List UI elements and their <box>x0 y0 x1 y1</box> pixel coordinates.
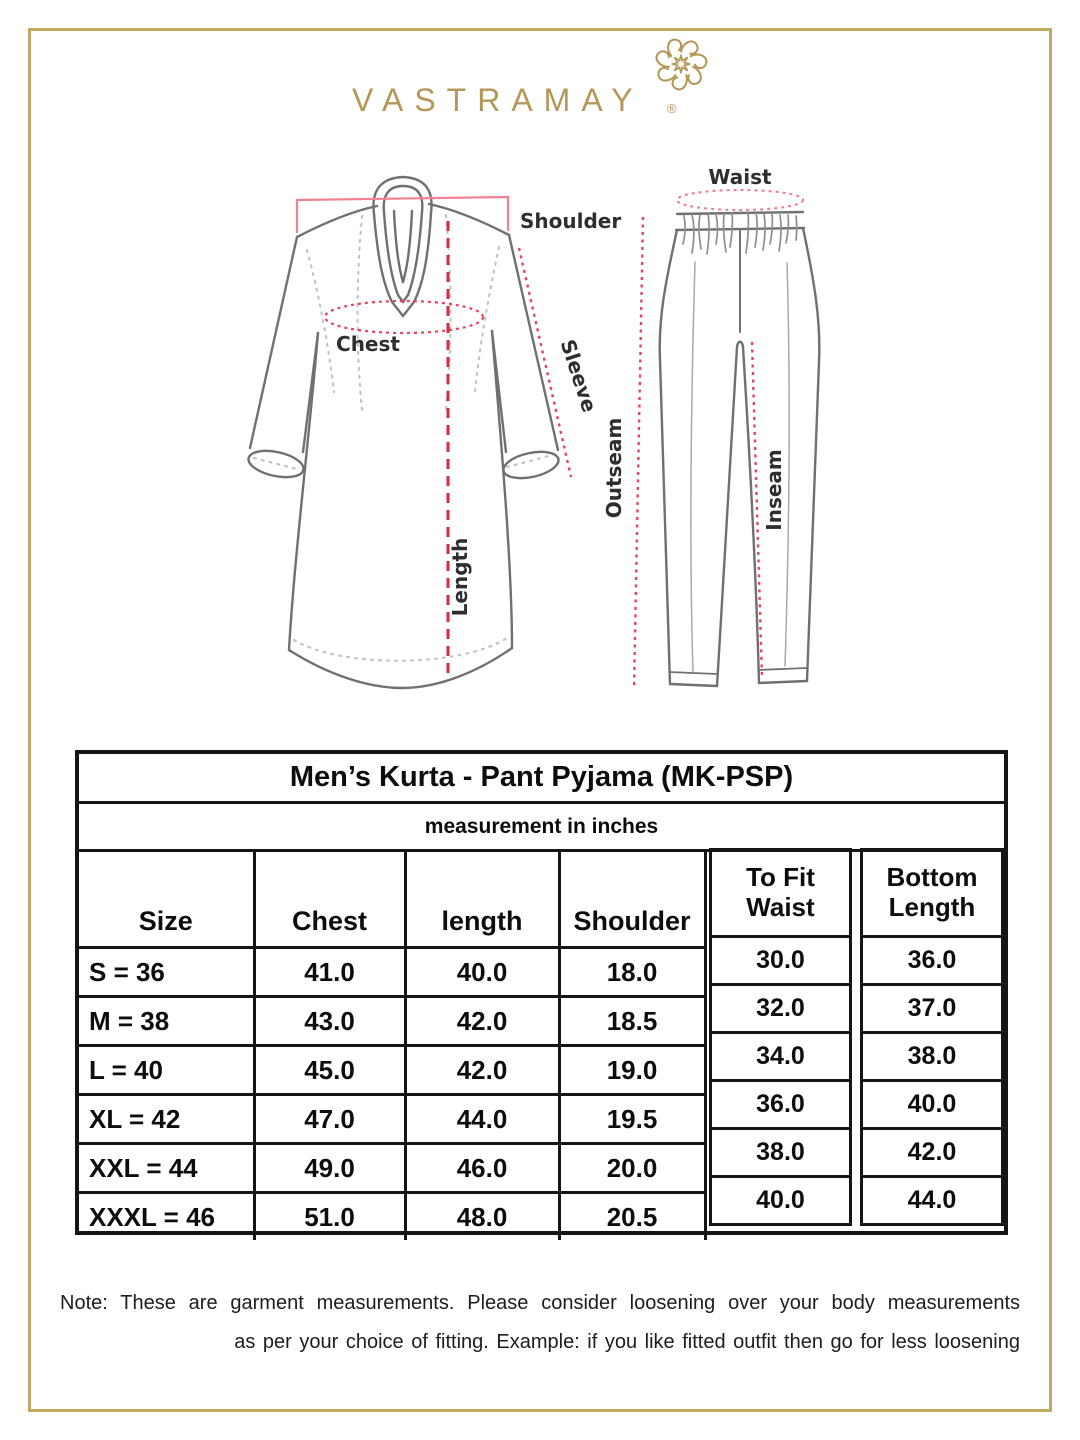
shoulder-measure-line <box>297 197 508 233</box>
column-header-bottom-length: Bottom Length <box>862 850 1003 937</box>
inseam-label: Inseam <box>762 449 786 531</box>
cell-shoulder: 18.5 <box>559 997 705 1046</box>
brand-logo: VASTRAMAY <box>352 82 644 118</box>
table-header-row <box>79 852 705 948</box>
table-header-row <box>862 850 1003 937</box>
cell-bottom-length: 42.0 <box>862 1129 1003 1177</box>
cell-size: L = 40 <box>79 1046 254 1095</box>
cell-chest: 47.0 <box>254 1095 405 1144</box>
length-label: Length <box>448 537 472 617</box>
table-row <box>862 1033 1003 1081</box>
table-row <box>862 1129 1003 1177</box>
kurta-measure-lines <box>297 197 571 678</box>
table-row <box>862 937 1003 985</box>
measurement-note <box>60 1292 1020 1354</box>
cell-bottom-length: 37.0 <box>862 985 1003 1033</box>
pant-diagram <box>602 165 819 688</box>
cell-bottom-length: 38.0 <box>862 1033 1003 1081</box>
table-row <box>711 1033 851 1081</box>
cell-chest: 41.0 <box>254 948 405 997</box>
cell-size: M = 38 <box>79 997 254 1046</box>
shoulder-label: Shoulder <box>520 209 622 233</box>
chest-label: Chest <box>336 332 400 356</box>
column-header-length: length <box>405 852 559 948</box>
sleeve-measure-line <box>519 248 571 477</box>
size-chart-title: Men’s Kurta - Pant Pyjama (MK-PSP) <box>79 754 1004 804</box>
cell-size: S = 36 <box>79 948 254 997</box>
cell-chest: 45.0 <box>254 1046 405 1095</box>
outseam-measure-line <box>634 217 643 688</box>
column-header-shoulder: Shoulder <box>559 852 705 948</box>
sleeve-label: Sleeve <box>555 336 602 416</box>
column-header-chest: Chest <box>254 852 405 948</box>
cell-size: XXXL = 46 <box>79 1193 254 1241</box>
cell-shoulder: 19.5 <box>559 1095 705 1144</box>
cell-bottom-length: 44.0 <box>862 1177 1003 1225</box>
waist-label: Waist <box>708 165 772 189</box>
cell-chest: 43.0 <box>254 997 405 1046</box>
cell-to-fit-waist: 38.0 <box>711 1129 851 1177</box>
size-chart-main-table <box>79 852 707 1240</box>
table-row <box>711 937 851 985</box>
cell-size: XL = 42 <box>79 1095 254 1144</box>
outseam-label: Outseam <box>602 417 626 519</box>
cell-length: 42.0 <box>405 997 559 1046</box>
table-row <box>711 1177 851 1225</box>
cell-length: 46.0 <box>405 1144 559 1193</box>
table-row <box>711 985 851 1033</box>
table-row <box>862 1177 1003 1225</box>
cell-length: 42.0 <box>405 1046 559 1095</box>
table-row <box>79 1095 705 1144</box>
cell-size: XXL = 44 <box>79 1144 254 1193</box>
size-chart <box>75 750 1008 1235</box>
table-row <box>862 1081 1003 1129</box>
cell-bottom-length: 40.0 <box>862 1081 1003 1129</box>
cell-shoulder: 18.0 <box>559 948 705 997</box>
table-row <box>79 997 705 1046</box>
pant-measure-lines <box>634 190 803 688</box>
cell-chest: 51.0 <box>254 1193 405 1241</box>
cell-to-fit-waist: 34.0 <box>711 1033 851 1081</box>
cell-bottom-length: 36.0 <box>862 937 1003 985</box>
column-header-to-fit-waist: To Fit Waist <box>711 850 851 937</box>
cell-to-fit-waist: 40.0 <box>711 1177 851 1225</box>
table-row <box>79 1046 705 1095</box>
cell-length: 40.0 <box>405 948 559 997</box>
chest-measure-ellipse <box>325 301 483 333</box>
cell-shoulder: 20.5 <box>559 1193 705 1241</box>
table-row <box>862 985 1003 1033</box>
table-row <box>711 1081 851 1129</box>
note-line-1: Note: These are garment measurements. Please consider loosening over your body measurements <box>60 1292 1020 1314</box>
cell-shoulder: 20.0 <box>559 1144 705 1193</box>
measurement-diagram <box>0 150 1080 750</box>
waist-measure-ellipse <box>677 190 803 210</box>
table-row <box>79 1144 705 1193</box>
size-chart-bottom-length-table <box>860 848 1004 1226</box>
cell-to-fit-waist: 30.0 <box>711 937 851 985</box>
size-chart-subtitle: measurement in inches <box>79 804 1004 852</box>
table-row <box>79 948 705 997</box>
cell-shoulder: 19.0 <box>559 1046 705 1095</box>
size-chart-waist-table <box>709 848 852 1226</box>
table-row <box>79 1193 705 1241</box>
cell-length: 48.0 <box>405 1193 559 1241</box>
note-line-2: as per your choice of fitting. Example: if you like fitted outfit then go for less loosening <box>234 1331 1020 1353</box>
column-header-size: Size <box>79 852 254 948</box>
cell-to-fit-waist: 32.0 <box>711 985 851 1033</box>
cell-to-fit-waist: 36.0 <box>711 1081 851 1129</box>
cell-chest: 49.0 <box>254 1144 405 1193</box>
inseam-measure-line <box>752 342 762 678</box>
kurta-diagram <box>246 177 621 688</box>
table-header-row <box>711 850 851 937</box>
brand-emblem-icon <box>650 33 712 95</box>
registered-trademark: ® <box>667 101 677 116</box>
table-row <box>711 1129 851 1177</box>
cell-length: 44.0 <box>405 1095 559 1144</box>
